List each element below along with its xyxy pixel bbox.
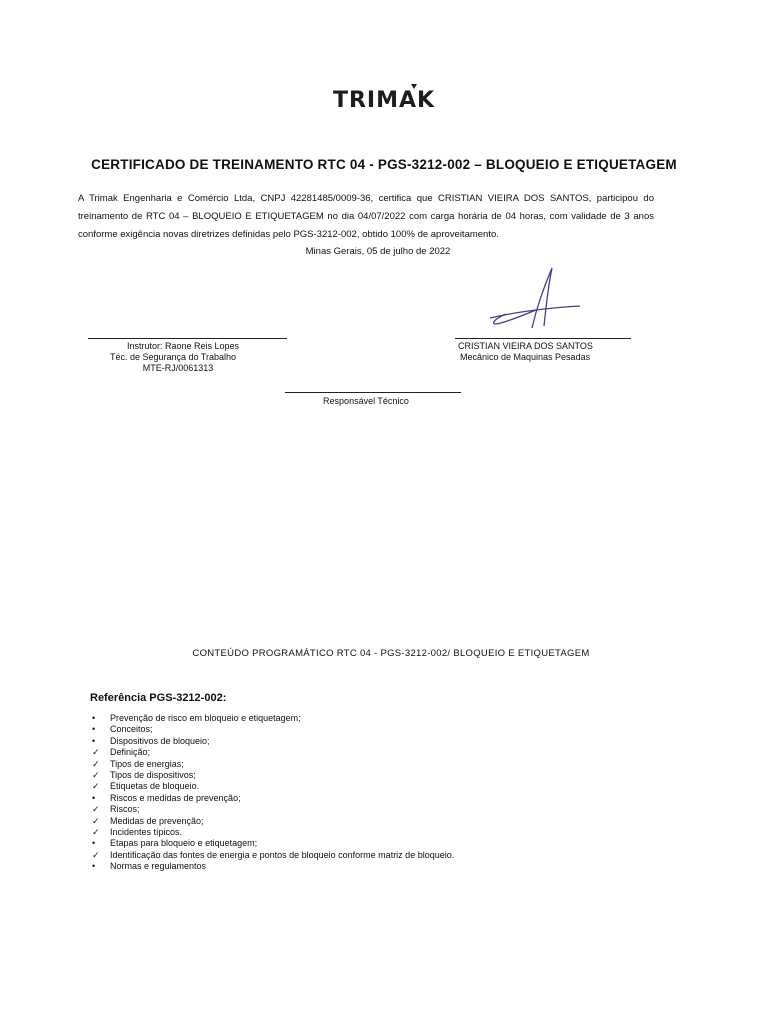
technical-signature-line [285,392,461,393]
list-item-text: Normas e regulamentos [110,861,207,872]
program-heading: CONTEÚDO PROGRAMÁTICO RTC 04 - PGS-3212-002/ BLOQUEIO E ETIQUETAGEM [192,648,590,659]
list-item-text: Definição; [110,747,151,758]
list-marker-icon: • [92,713,96,723]
instructor-name: Instrutor: Raone Reis Lopes [126,341,240,351]
list-item-text: Etapas para bloqueio e etiquetagem; [110,838,258,849]
list-marker-icon: • [92,724,96,735]
list-item-text: Etiquetas de bloqueio. [110,781,200,792]
technical-responsible-label: Responsável Técnico [323,396,409,406]
list-item-text: Medidas de prevenção; [110,815,204,826]
list-item [92,861,454,872]
list-marker-icon: • [92,861,96,872]
list-item-text: Riscos e medidas de prevenção; [110,792,241,803]
list-marker-icon: • [92,792,96,803]
list-item [92,724,454,735]
list-item-text: Prevenção de risco em bloqueio e etiquetagem; [110,713,301,723]
list-marker-icon: ✓ [92,770,100,781]
certificate-paragraph: A Trimak Engenharia e Comércio Ltda, CNPJ 42281485/0009-36, certifica que CRISTIAN VIEIRA DOS SANTOS, participou do treinamento de RTC 04 – BLOQUEIO E ETIQUETAGEM no dia 04/07/2022 com carga horária de 04 horas, com validade de 3 anos conforme exigência novas diretrizes definidas pelo PGS-3212-002, obtido 100% de aproveitamento. [78,193,654,240]
list-item [92,804,454,815]
list-marker-icon: • [92,838,96,849]
logo-triangle-icon [411,84,417,89]
list-item [92,781,454,792]
list-item-text: Incidentes típicos. [110,827,183,838]
list-marker-icon: ✓ [92,747,100,758]
list-item-text: Identificação das fontes de energia e pontos de bloqueio conforme matriz de bloqueio. [110,849,455,860]
list-item [92,793,454,804]
program-items-list [92,713,454,873]
list-item-text: Riscos; [110,804,140,815]
list-item [92,747,454,758]
list-item [92,850,454,861]
certificate-title: CERTIFICADO DE TREINAMENTO RTC 04 - PGS-3212-002 – BLOQUEIO E ETIQUETAGEM [91,157,677,172]
company-logo: TRIMAK [332,88,436,113]
instructor-role: Téc. de Segurança do Trabalho [109,352,237,362]
list-marker-icon: ✓ [92,827,100,838]
list-marker-icon: ✓ [92,804,100,815]
participant-role: Mecânico de Maquinas Pesadas [460,352,591,362]
list-item [92,759,454,770]
list-item [92,736,454,747]
list-marker-icon: ✓ [92,781,100,792]
list-item-text: Dispositivos de bloqueio; [110,735,210,746]
list-item [92,713,454,724]
list-item [92,838,454,849]
list-marker-icon: ✓ [92,849,100,860]
participant-signature-icon [486,262,586,332]
list-item-text: Conceitos; [110,724,153,735]
list-marker-icon: ✓ [92,815,100,826]
list-item-text: Tipos de dispositivos; [110,770,196,781]
instructor-registry: MTE-RJ/0061313 [142,363,214,373]
program-reference: Referência PGS-3212-002: [90,692,227,704]
list-item [92,827,454,838]
instructor-signature-line [88,338,287,339]
list-item-text: Tipos de energias; [110,758,184,769]
list-item [92,770,454,781]
participant-signature-line [455,338,631,339]
list-marker-icon: • [92,735,96,746]
place-date: Minas Gerais, 05 de julho de 2022 [305,246,451,257]
list-marker-icon: ✓ [92,758,100,769]
list-item [92,816,454,827]
participant-name: CRISTIAN VIEIRA DOS SANTOS [458,341,593,351]
